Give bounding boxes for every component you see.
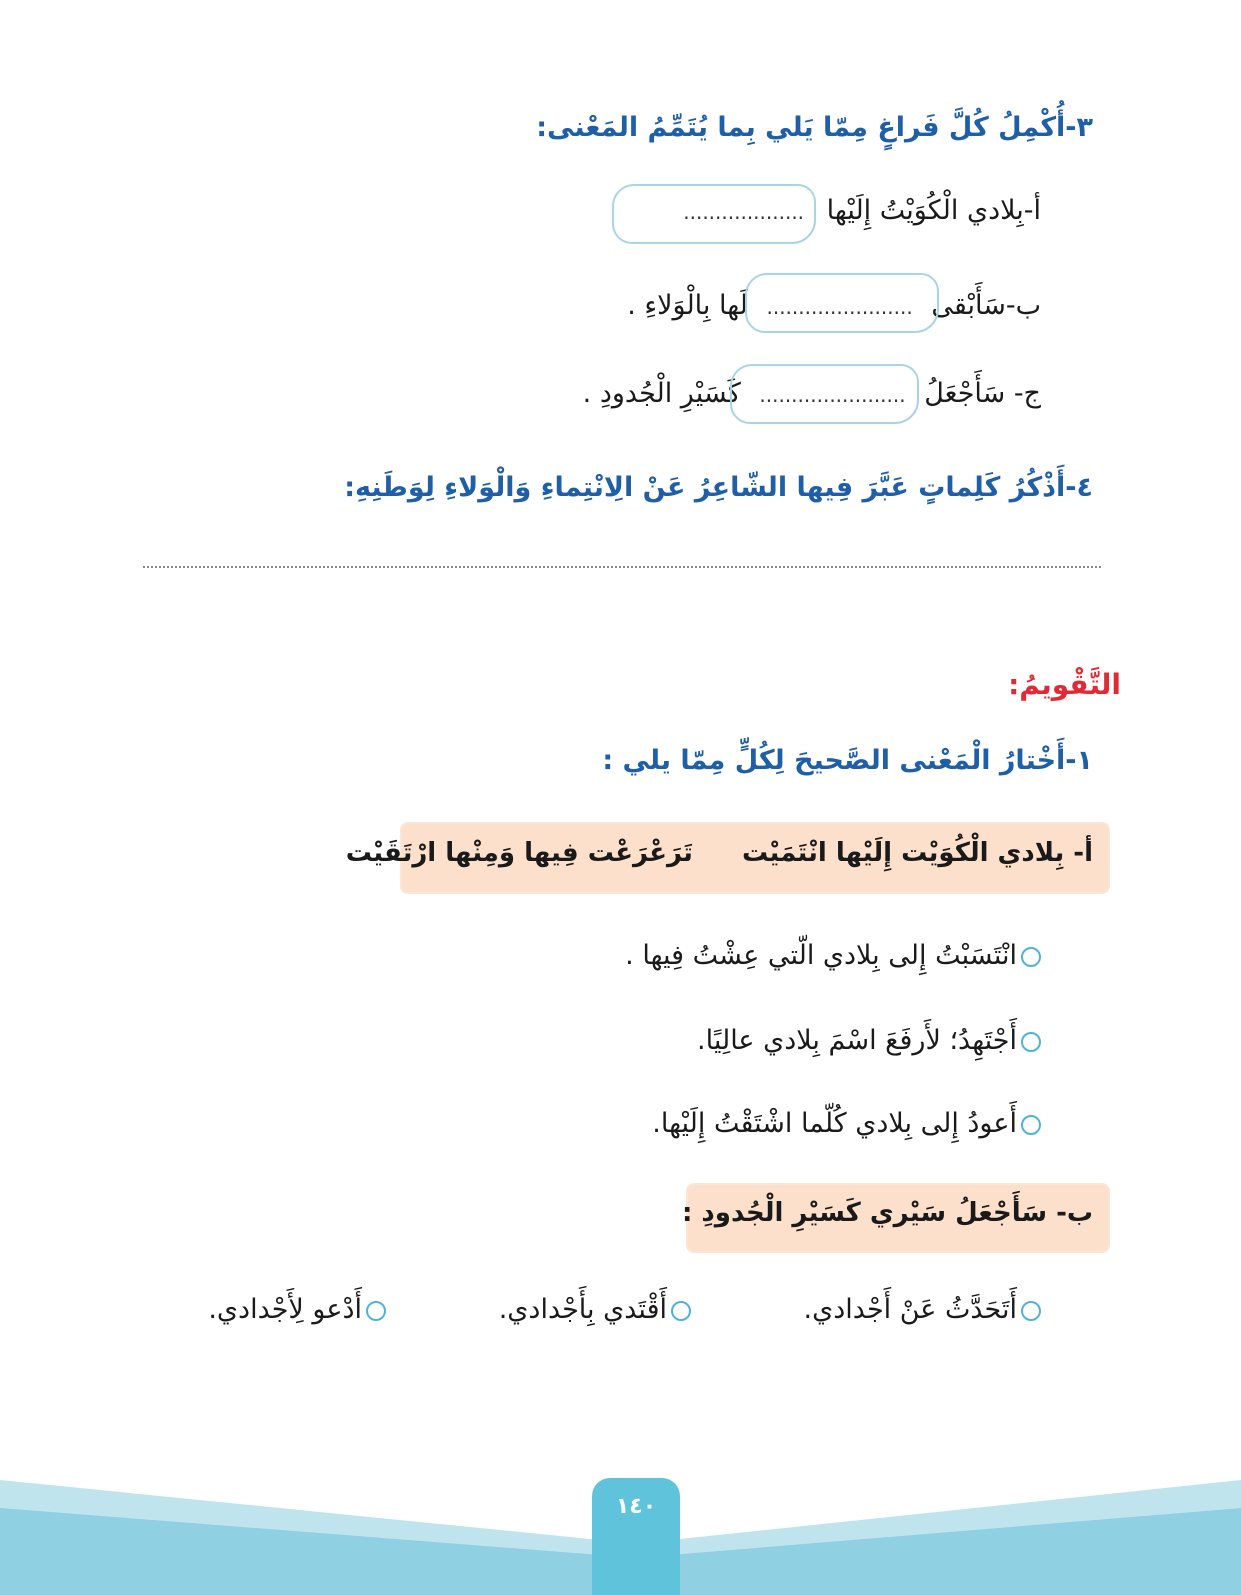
banner-a-text	[346, 838, 1093, 868]
q3-c-text: ج- سَأَجْعَلُ	[924, 378, 1041, 409]
page-number-badge	[592, 1478, 680, 1595]
q4-title: ٤-أَذْكُرُ كَلِماتٍ عَبَّرَ فِيها الشّاعِرُ عَنْ الِانْتِماءِ وَالْوَلاءِ لِوَطَنِهِ:	[344, 472, 1093, 503]
banner-b-text: ب- سَأَجْعَلُ سَيْري كَسَيْرِ الْجُدودِ :	[681, 1198, 1093, 1228]
q3-a-blank[interactable]: ...................	[683, 200, 805, 224]
banner-a-part1: أ- بِلادي الْكُوَيْت إِلَيْها انْتَمَيْت	[741, 838, 1093, 868]
option-b-2[interactable]	[499, 1294, 691, 1325]
q3-c-blank[interactable]: .......................	[759, 383, 906, 407]
option-a-3-label: أَعودُ إِلى بِلادي كُلّما اشْتَقْتُ إِلَيْها.	[652, 1108, 1017, 1139]
q3-a-answer-box[interactable]	[612, 184, 816, 244]
q3-a-text: أ-بِلادي الْكُوَيْتُ إِلَيْها	[826, 195, 1041, 226]
option-a-1-label: انْتَسَبْتُ إِلى بِلادي الّتي عِشْتُ فِيها .	[625, 940, 1017, 971]
radio-circle-icon[interactable]	[1021, 1032, 1041, 1052]
q3-b-answer-box[interactable]	[745, 273, 939, 333]
q3-c-after: كَسَيْرِ الْجُدودِ .	[582, 378, 741, 409]
option-b-1[interactable]	[804, 1294, 1041, 1325]
q3-b-blank[interactable]: .......................	[766, 295, 913, 319]
option-a-2[interactable]	[697, 1025, 1041, 1056]
q3-title: ٣-أُكْمِلُ كُلَّ فَراغٍ مِمّا يَلي بِما يُتَمِّمُ المَعْنى:	[536, 112, 1093, 143]
option-b-3-label: أَدْعو لِأَجْدادي.	[208, 1294, 362, 1325]
option-a-3[interactable]	[652, 1108, 1041, 1139]
q3-b-text: ب-سَأَبْقى	[931, 290, 1041, 321]
option-b-3[interactable]	[208, 1294, 386, 1325]
banner-a-part2: تَرَعْرَعْت فِيها وَمِنْها ارْتَقَيْت	[345, 838, 693, 868]
eval-q1-title: ١-أَخْتارُ الْمَعْنى الصَّحيحَ لِكُلٍّ مِمّا يلي :	[602, 745, 1093, 776]
q3-b-after: لَها بِالْوَلاءِ .	[627, 290, 748, 321]
option-b-2-label: أَقْتَدي بِأَجْدادي.	[498, 1294, 667, 1325]
q4-answer-line[interactable]	[143, 566, 1101, 568]
radio-circle-icon[interactable]	[1021, 947, 1041, 967]
evaluation-heading: التَّقْويمُ:	[1008, 668, 1121, 701]
radio-circle-icon[interactable]	[1021, 1301, 1041, 1321]
option-a-1[interactable]	[625, 940, 1041, 971]
page-number: ١٤٠	[615, 1494, 657, 1519]
q3-c-answer-box[interactable]	[730, 364, 919, 424]
radio-circle-icon[interactable]	[366, 1301, 386, 1321]
option-b-1-label: أَتَحَدَّثُ عَنْ أَجْدادي.	[803, 1294, 1017, 1325]
radio-circle-icon[interactable]	[671, 1301, 691, 1321]
option-a-2-label: أَجْتَهِدُ؛ لأَرفَعَ اسْمَ بِلادي عالِيًا.	[697, 1025, 1017, 1056]
radio-circle-icon[interactable]	[1021, 1115, 1041, 1135]
